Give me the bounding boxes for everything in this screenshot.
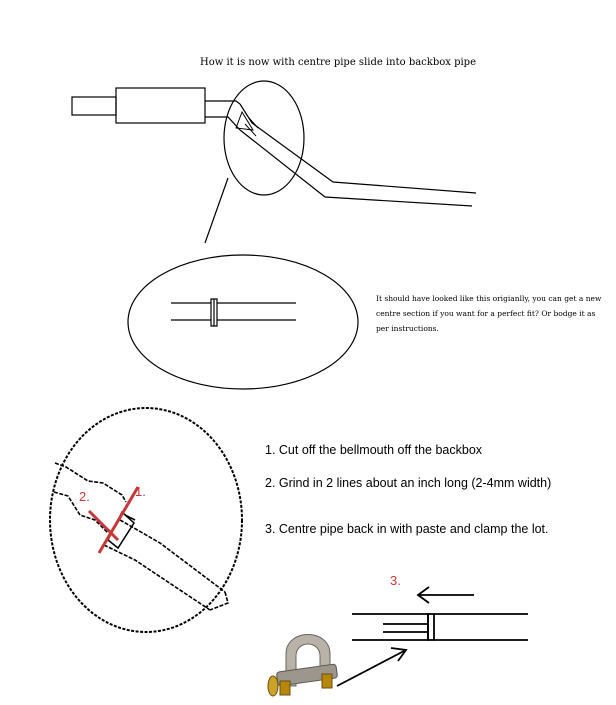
diagram-title: How it is now with centre pipe slide into backbox pipe: [200, 57, 476, 68]
detail-ellipse: [128, 255, 358, 389]
original-fit-note: It should have looked like this origianlly, you can get a new centre section if you want for a perfect fit? Or bodge it as per instructions.: [376, 294, 602, 333]
cut-line-1: [99, 487, 138, 553]
backbox: [116, 88, 205, 123]
joint-assembly-drawing: [337, 587, 528, 686]
joint-highlight-circle: [224, 81, 304, 195]
cut-detail-circle: [50, 408, 242, 632]
centre-pipe-upper: [240, 104, 476, 193]
marker-label-2: 2.: [79, 489, 90, 504]
tailpipe: [72, 97, 116, 115]
exhaust-pipe-drawing: [72, 88, 476, 206]
clamp-arrow: [337, 651, 404, 686]
cut-detail-drawing: [50, 408, 242, 632]
bellmouth-joint-detail: [128, 255, 358, 389]
step-3: 3. Centre pipe back in with paste and clamp the lot.: [265, 522, 549, 536]
marker-label-1: 1.: [135, 484, 146, 499]
pipe-clamp: [268, 635, 338, 697]
marker-label-3: 3.: [390, 573, 401, 588]
step-2: 2. Grind in 2 lines about an inch long (2-4mm width): [265, 476, 552, 490]
leader-line: [205, 178, 228, 243]
centre-pipe-lower: [240, 130, 472, 206]
step-1: 1. Cut off the bellmouth off the backbox: [265, 443, 483, 457]
